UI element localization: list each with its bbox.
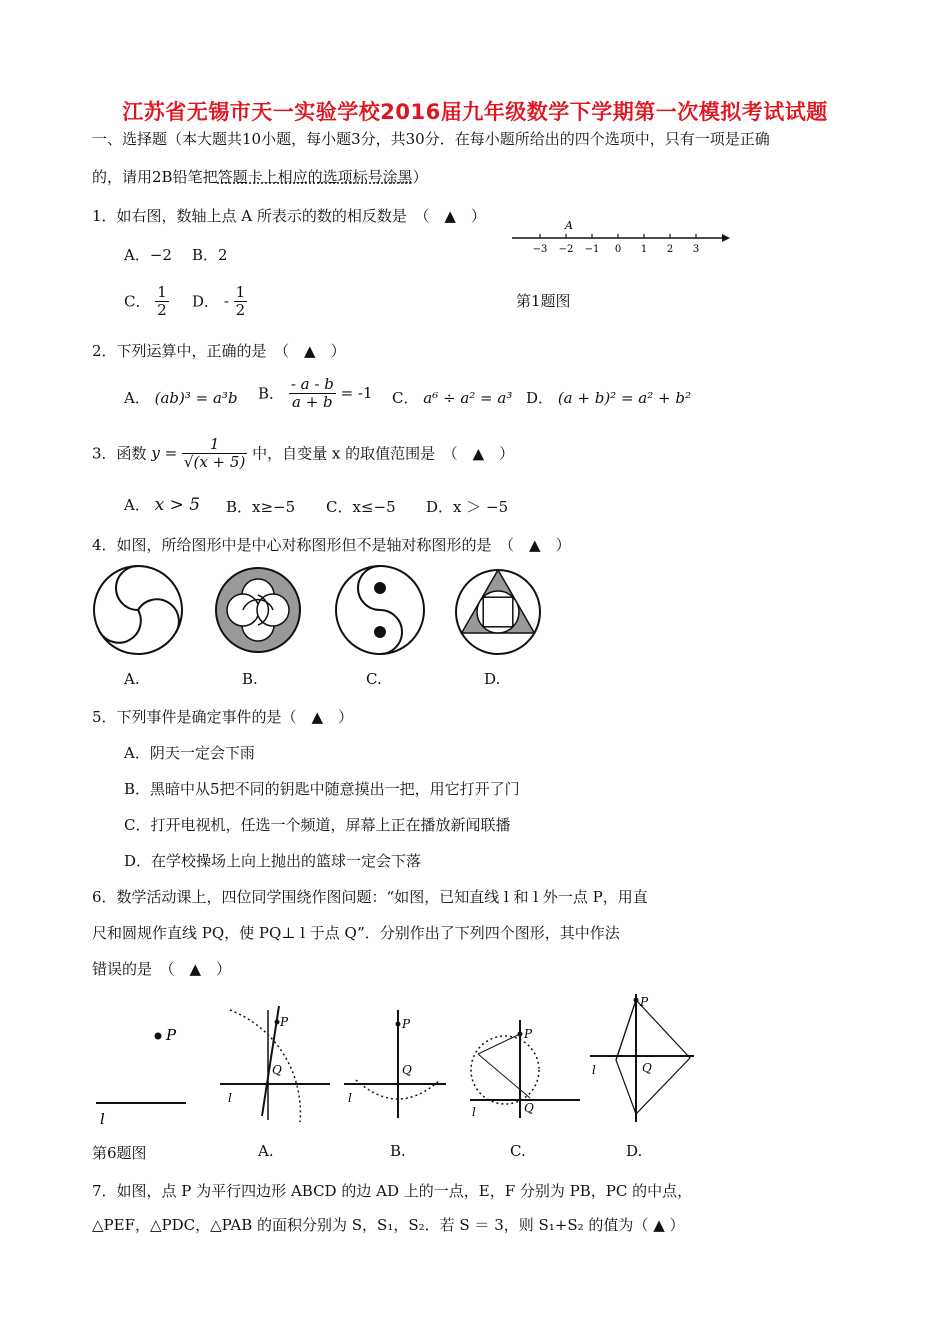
q6-given-p-label: P [166,1026,177,1044]
q1-option-c-label: C． [124,292,151,311]
axis-tick-label: −2 [558,244,574,255]
q1-option-b: B．2 [192,246,228,264]
q4-figures [90,562,550,662]
q3-stem-post: 中，自变量 x 的取值范围是 （ ▲ ） [252,444,515,463]
q3-option-a [124,494,200,515]
frac-den: 2 [157,300,167,319]
q7-line2: △PEF，△PDC，△PAB 的面积分别为 S，S₁，S₂．若 S ＝ 3，则 S₁+S₂ 的值为（ ▲ ） [92,1216,685,1234]
q2-option-d-expr: (a + b)² = a² + b² [557,389,691,407]
q4-figure-a [94,566,182,654]
q6-given-figure [96,1026,186,1128]
q6-d-q-label: Q [642,1061,652,1075]
q6-a-l-label: l [228,1091,232,1105]
q6-figure-a [220,1006,330,1122]
q6-figure-caption: 第6题图 [92,1144,147,1162]
q6-label-c: C. [510,1142,526,1160]
q5-option-d: D．在学校操场上向上抛出的篮球一定会下落 [124,852,422,870]
q3-option-a-expr: x > 5 [154,495,201,515]
q1-point-a-label: A [565,219,573,232]
q4-label-c: C. [366,670,382,688]
q5-option-a: A．阴天一定会下雨 [124,744,255,762]
q2-option-a [124,387,238,408]
frac-num: 1 [235,283,246,301]
q6-a-q-label: Q [272,1063,282,1077]
frac-num: - a - b [290,375,334,393]
q1-option-d-fraction [234,284,248,318]
q3-fn-fraction [182,436,247,470]
q5-option-c: C．打开电视机，任选一个频道，屏幕上正在播放新闻联播 [124,816,511,834]
q6-line3: 错误的是 （ ▲ ） [92,960,232,978]
q1-option-c-fraction [155,284,169,318]
q7-line1: 7．如图，点 P 为平行四边形 ABCD 的边 AD 上的一点，E，F 分别为 PB，PC 的中点， [92,1182,693,1200]
q5-stem: 5．下列事件是确定事件的是（ ▲ ） [92,708,354,726]
q6-figures [90,990,710,1130]
frac-num: 1 [182,436,247,454]
frac-den: 2 [235,300,246,319]
q6-label-b: B. [390,1142,406,1160]
q6-b-l-label: l [348,1091,352,1105]
q1-number-line-figure [512,216,732,256]
q6-b-p-label: P [402,1017,411,1031]
q5-option-b: B．黑暗中从5把不同的钥匙中随意摸出一把，用它打开了门 [124,780,520,798]
q4-figure-b [216,568,300,652]
q1-option-d-label: D． [192,292,220,311]
q6-label-a: A. [258,1142,274,1160]
q2-option-b-label: B． [258,384,285,403]
q6-d-l-label: l [592,1063,596,1077]
q2-option-a-expr: (ab)³ = a³b [154,389,238,407]
axis-tick-label: 3 [692,244,700,255]
q1-option-a: A．−2 [124,246,172,264]
q6-c-l-label: l [472,1105,476,1119]
section1-instructions-line1: 一、选择题（本大题共10小题，每小题3分，共30分．在每小题所给出的四个选项中，只有一项是正确 [92,130,770,148]
q2-option-a-label: A． [124,389,150,407]
q1-option-d [192,284,247,318]
page-title: 江苏省无锡市天一实验学校2016届九年级数学下学期第一次模拟考试试题 [122,100,828,124]
q1-stem: 1．如右图，数轴上点 A 所表示的数的相反数是 （ ▲ ） [92,207,486,225]
q2-option-c-expr: a⁶ ÷ a² = a³ [423,389,513,407]
q4-label-d: D. [484,670,501,688]
q6-line2: 尺和圆规作直线 PQ，使 PQ⊥ l 于点 Q”．分别作出了下列四个图形，其中作法 [92,924,620,942]
q4-figure-c [336,566,424,654]
q1-option-c [124,284,169,318]
frac-den: √(x + 5) [183,452,246,471]
instr-text: 的，请用2B铅笔把 [92,168,218,186]
q6-c-p-label: P [524,1027,533,1041]
q6-label-d: D. [626,1142,643,1160]
q2-option-d [526,387,691,408]
axis-tick-label: −1 [584,244,600,255]
q6-c-q-label: Q [524,1101,534,1115]
q6-b-q-label: Q [402,1063,412,1077]
instr-emphasis: 答题卡上相应的选项标号涂黑 [217,168,413,186]
q4-figure-d [456,570,540,654]
axis-tick-label: 2 [666,244,674,255]
axis-tick-label: 0 [614,244,622,255]
q2-option-c [392,387,512,408]
q3-fn-lhs: y = [151,444,178,462]
q4-stem: 4．如图，所给图形中是中心对称图形但不是轴对称图形的是 （ ▲ ） [92,536,571,554]
q6-figure-d [590,994,694,1122]
q6-given-l-label: l [100,1110,105,1128]
q4-label-b: B. [242,670,258,688]
q2-option-b-rhs: = -1 [340,384,373,402]
q1-figure-caption: 第1题图 [516,292,571,310]
q2-option-d-label: D． [526,389,554,407]
section1-instructions-line2 [92,166,428,187]
q2-option-c-label: C． [392,389,419,407]
q3-option-a-label: A． [124,496,150,514]
axis-tick-label: 1 [640,244,648,255]
q1-option-d-sign: - [223,292,229,310]
frac-den: a + b [291,392,333,411]
q2-option-b [258,376,373,410]
q2-option-b-fraction [289,376,336,410]
q6-d-p-label: P [640,995,649,1009]
q6-figure-b [344,1010,446,1118]
q2-stem: 2．下列运算中，正确的是 （ ▲ ） [92,342,346,360]
q6-figure-c [470,1020,580,1119]
q6-a-p-label: P [280,1015,289,1029]
q3-option-b: B．x≥−5 [226,498,296,516]
instr-close: ） [412,168,428,186]
q4-label-a: A. [124,670,140,688]
q6-line1: 6．数学活动课上，四位同学围绕作图问题：“如图，已知直线 l 和 l 外一点 P，用直 [92,888,648,906]
q3-stem [92,436,514,470]
axis-tick-label: −3 [532,244,548,255]
frac-num: 1 [157,283,167,301]
q3-option-d: D．x ＞ −5 [426,498,509,516]
q3-option-c: C．x≤−5 [326,498,396,516]
q3-stem-pre: 3．函数 [92,444,147,463]
